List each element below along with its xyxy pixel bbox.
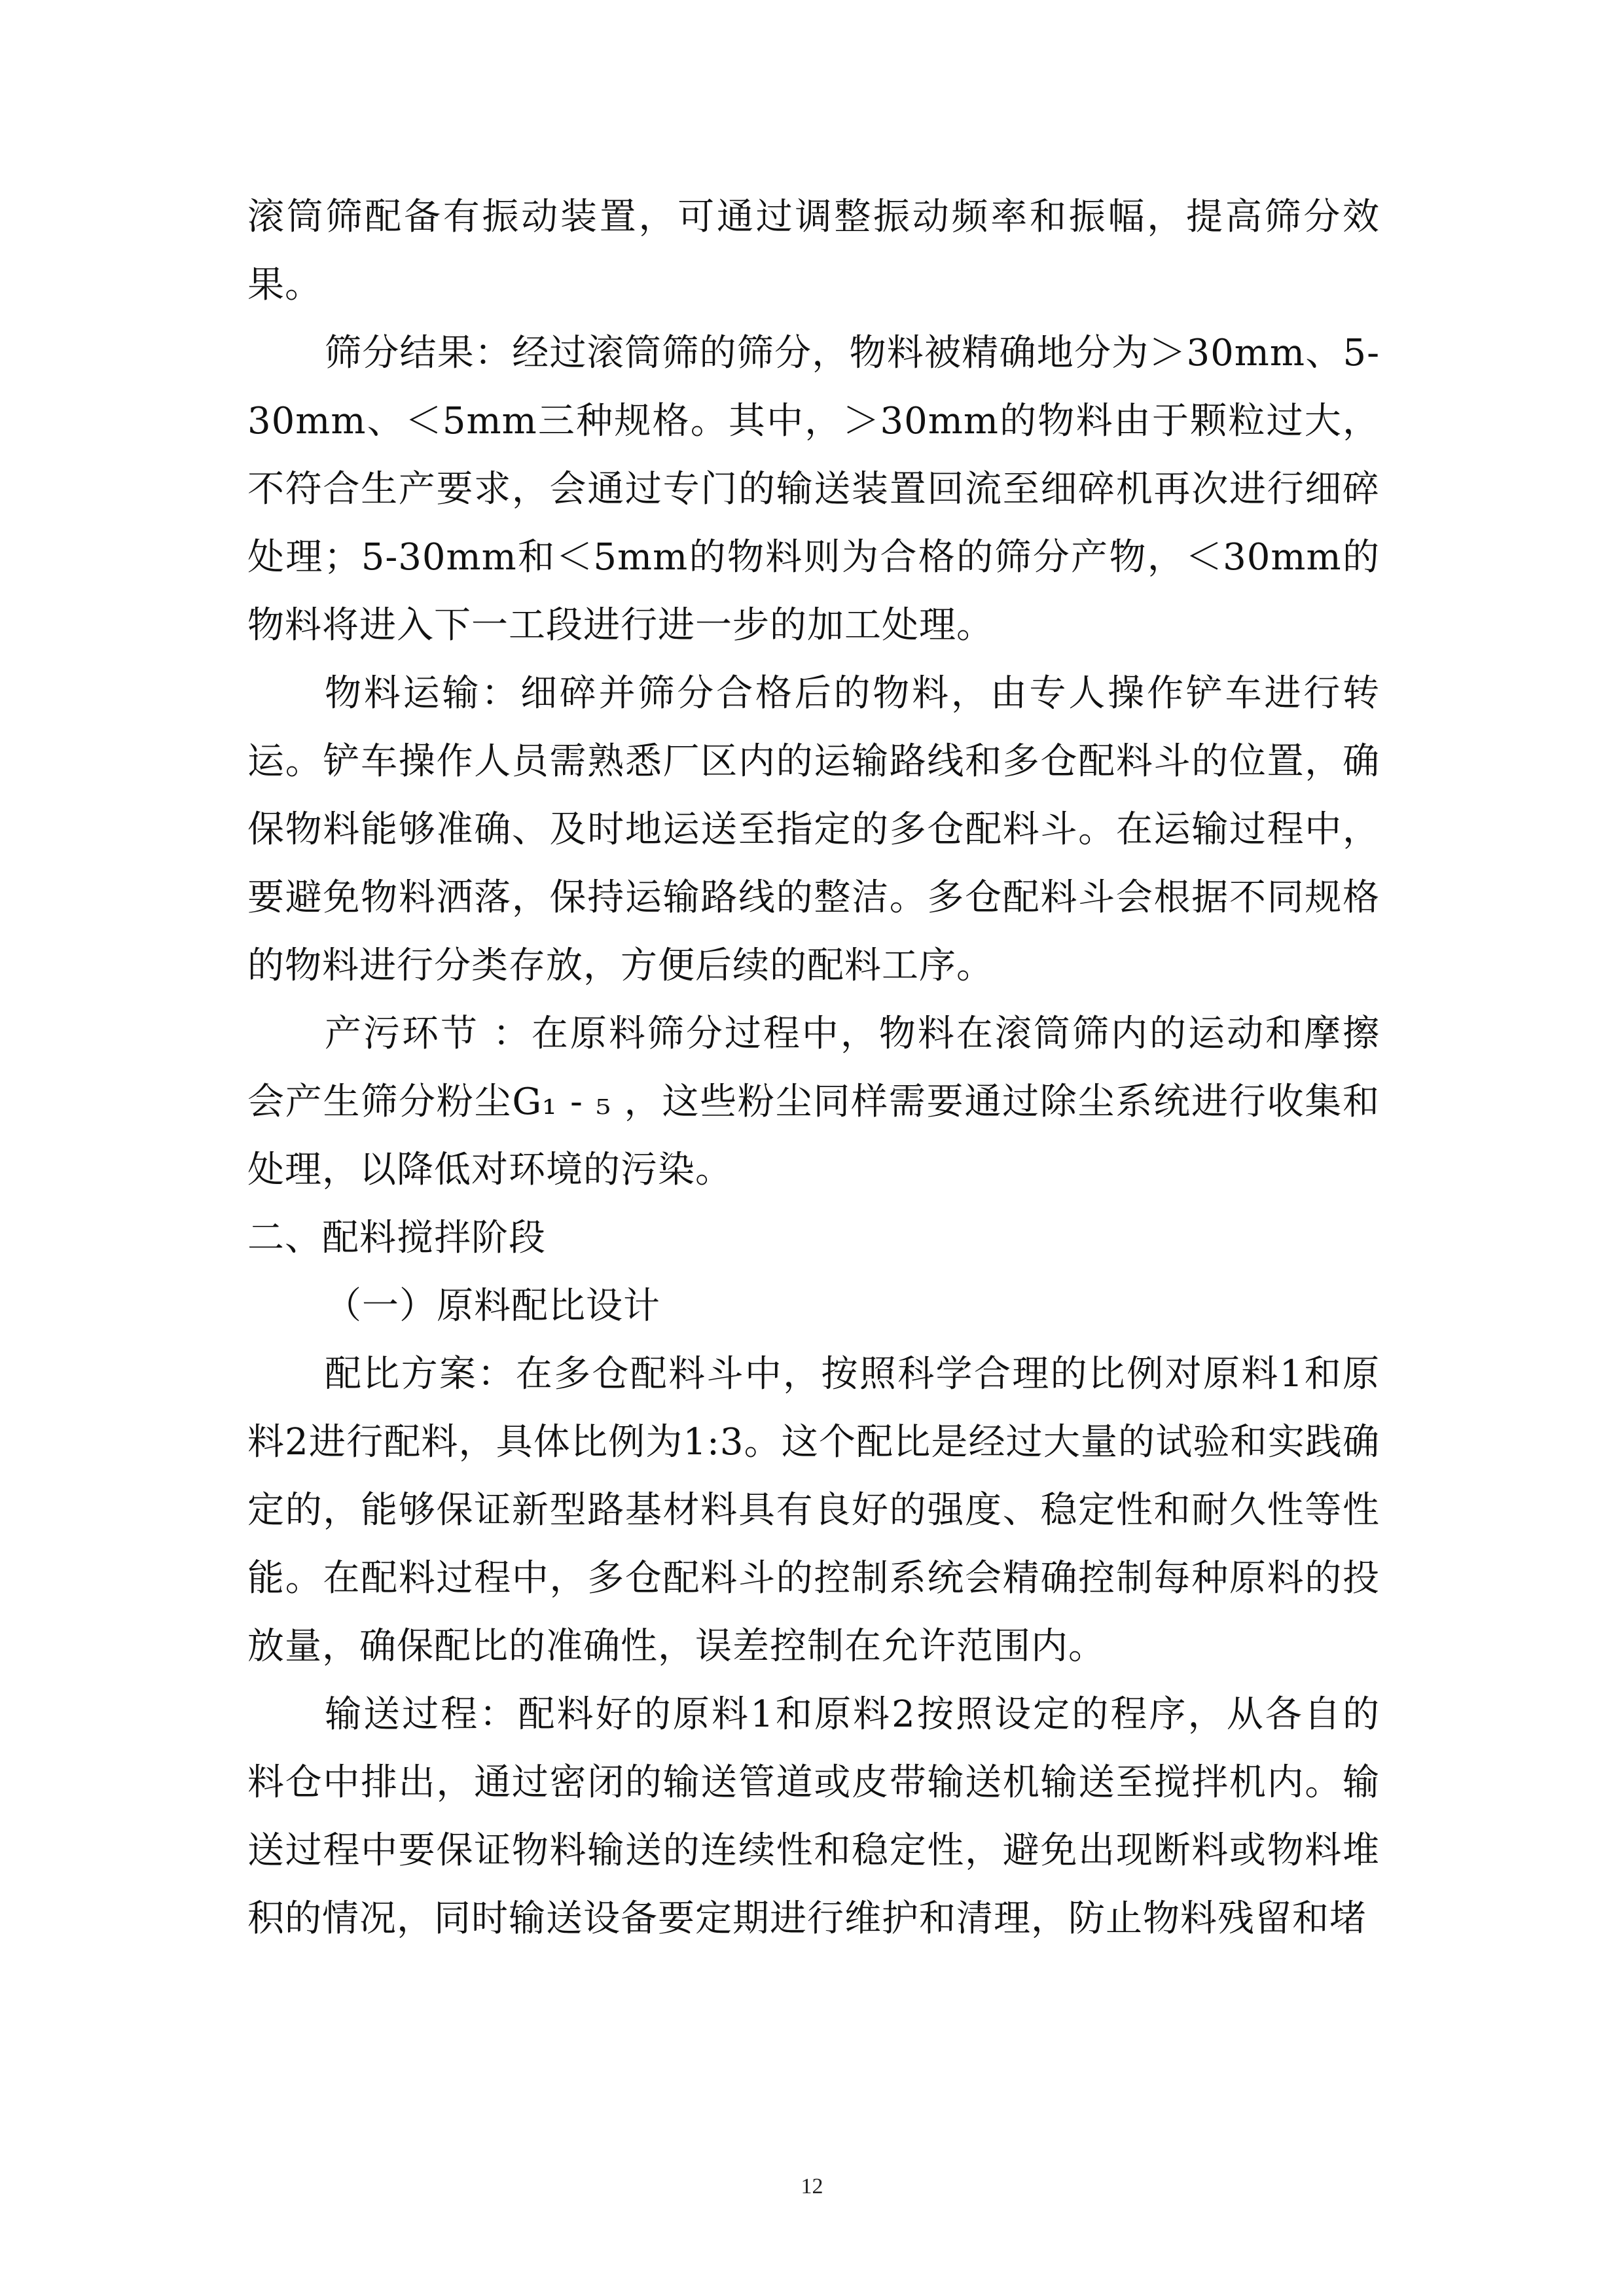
- page-number: 12: [801, 2174, 823, 2198]
- subsection-heading: （一）原料配比设计: [325, 1285, 660, 1327]
- section-heading: 二、配料搅拌阶段: [247, 1217, 546, 1259]
- paragraph-screening-result: 筛分结果：经过滚筒筛的筛分，物料被精确地分为＞30mm、5-30mm、＜5mm三种规格。其中，＞30mm的物料由于颗粒过大，不符合生产要求，会通过专门的输送装置回流至细碎机再次进行细碎处理；5-30mm和＜5mm的物料则为合格的筛分产物，＜30mm的物料将进入下一工段进行进一步的加工处理。: [247, 332, 1380, 647]
- document-page: [247, 183, 1380, 1953]
- paragraph-mix-ratio-plan: 配比方案：在多仓配料斗中，按照科学合理的比例对原料1和原料2进行配料，具体比例为1:3。这个配比是经过大量的试验和实践确定的，能够保证新型路基材料具有良好的强度、稳定性和耐久性等性能。在配料过程中，多仓配料斗的控制系统会精确控制每种原料的投放量，确保配比的准确性，误差控制在允许范围内。: [247, 1353, 1380, 1668]
- paragraph-drum-screen-vibration: 滚筒筛配备有振动装置，可通过调整振动频率和振幅，提高筛分效果。: [247, 196, 1380, 306]
- paragraph-pollution-source: 产污环节 ：在原料筛分过程中，物料在滚筒筛内的运动和摩擦会产生筛分粉尘G₁ - ₅ ，这些粉尘同样需要通过除尘系统进行收集和处理，以降低对环境的污染。: [247, 1013, 1380, 1191]
- paragraph-material-transport: 物料运输：细碎并筛分合格后的物料，由专人操作铲车进行转运。铲车操作人员需熟悉厂区内的运输路线和多仓配料斗的位置，确保物料能够准确、及时地运送至指定的多仓配料斗。在运输过程中，要避免物料洒落，保持运输路线的整洁。多仓配料斗会根据不同规格的物料进行分类存放，方便后续的配料工序。: [247, 672, 1380, 987]
- paragraph-conveying-process: 输送过程：配料好的原料1和原料2按照设定的程序，从各自的料仓中排出，通过密闭的输送管道或皮带输送机输送至搅拌机内。输送过程中要保证物料输送的连续性和稳定性，避免出现断料或物料堆积的情况，同时输送设备要定期进行维护和清理，防止物料残留和堵: [247, 1693, 1380, 1940]
